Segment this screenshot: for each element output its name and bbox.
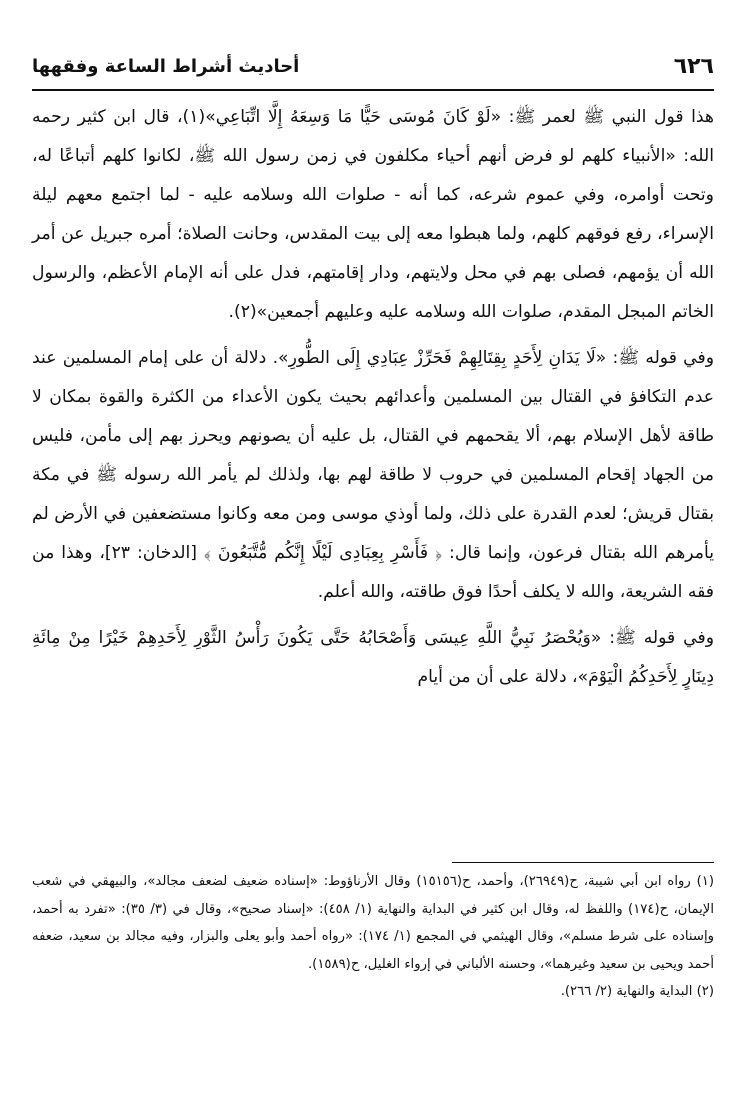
main-text bbox=[32, 98, 714, 697]
body-paragraph: هذا قول النبي ﷺ لعمر ﷺ: «لَوْ كَانَ مُوسَى حَيًّا مَا وَسِعَهُ إِلَّا اتِّبَاعِي»(١)، قال ابن كثير رحمه الله: «الأنبياء كلهم لو فرض أنهم أحياء مكلفون في زمن رسول الله ﷺ، لكانوا كلهم أتباعًا له، وتحت أوامره، وفي عموم شرعه، كما أنه - صلوات الله وسلامه عليه - لما اجتمع معهم ليلة الإسراء، رفع فوقهم كلهم، ولما هبطوا معه إلى بيت المقدس، وحانت الصلاة؛ أمره جبريل عن أمر الله أن يؤمهم، فصلى بهم في محل ولايتهم، ودار إقامتهم، فدل على أنه الإمام الأعظم، والرسول الخاتم المبجل المقدم، صلوات الله وسلامه عليه وعليهم أجمعين»(٢). bbox=[32, 107, 714, 322]
header-divider bbox=[32, 89, 714, 91]
footnote: (١) رواه ابن أبي شيبة، ح(٢٦٩٤٩)، وأحمد، ح(١٥١٥٦) وقال الأرناؤوط: «إسناده ضعيف لضعف مجالد»، والبيهقي في شعب الإيمان، ح(١٧٤) واللفظ له، وقال ابن كثير في البداية والنهاية (١/ ٤٥٨): «إسناد صحيح»، وقال في (٣/ ٣٥): «تفرد به أحمد، وإسناده على شرط مسلم»، وقال الهيثمي في المجمع (١/ ١٧٤): «رواه أحمد وأبو يعلى والبزار، وفيه مجالد بن سعيد، ضعفه أحمد ويحيى بن سعيد وغيرهما»، وحسنه الألباني في إرواء الغليل، ح(١٥٨٩). bbox=[32, 874, 714, 972]
page-number: ٦٢٦ bbox=[673, 54, 714, 79]
footnote: (٢) البداية والنهاية (٢/ ٢٦٦). bbox=[560, 984, 714, 999]
footnotes bbox=[32, 868, 714, 1006]
body-paragraph: وفي قوله ﷺ: «وَيُحْصَرُ نَبِيُّ اللَّهِ عِيسَى وَأَصْحَابُهُ حَتَّى يَكُونَ رَأْسُ الثَّوْرِ لِأَحَدِهِمْ خَيْرًا مِنْ مِائَةِ دِينَارٍ لِأَحَدِكُمُ الْيَوْمَ»، دلالة على أن من أيام bbox=[32, 628, 714, 687]
footnote-divider bbox=[452, 862, 714, 863]
running-title: أحاديث أشراط الساعة وفقهها bbox=[32, 56, 300, 77]
page-header bbox=[32, 52, 714, 90]
body-paragraph: وفي قوله ﷺ: «لَا يَدَانِ لِأَحَدٍ بِقِتَالِهِمْ فَحَرِّزْ عِبَادِي إِلَى الطُّورِ». دلالة أن على إمام المسلمين عند عدم التكافؤ في القتال بين المسلمين وأعدائهم بحيث يكون الأعداء من الكثرة والقوة بمكان لا طاقة لأهل الإسلام بهم، ألا يقحمهم في القتال، بل عليه أن يصونهم ويحرز بهم إلى مأمن، فليس من الجهاد إقحام المسلمين في حروب لا طاقة لهم بها، ولذلك لم يأمر الله رسوله ﷺ في مكة بقتال قريش؛ لعدم القدرة على ذلك، ولما أوذي موسى ومن معه وكانوا مستضعفين في الأرض لم يأمرهم الله بقتال فرعون، وإنما قال: ﴿ فَأَسْرِ بِعِبَادِى لَيْلًا إِنَّكُم مُّتَّبَعُونَ ﴾ [الدخان: ٢٣]، وهذا من فقه الشريعة، والله لا يكلف أحدًا فوق طاقته، والله أعلم. bbox=[32, 348, 714, 602]
